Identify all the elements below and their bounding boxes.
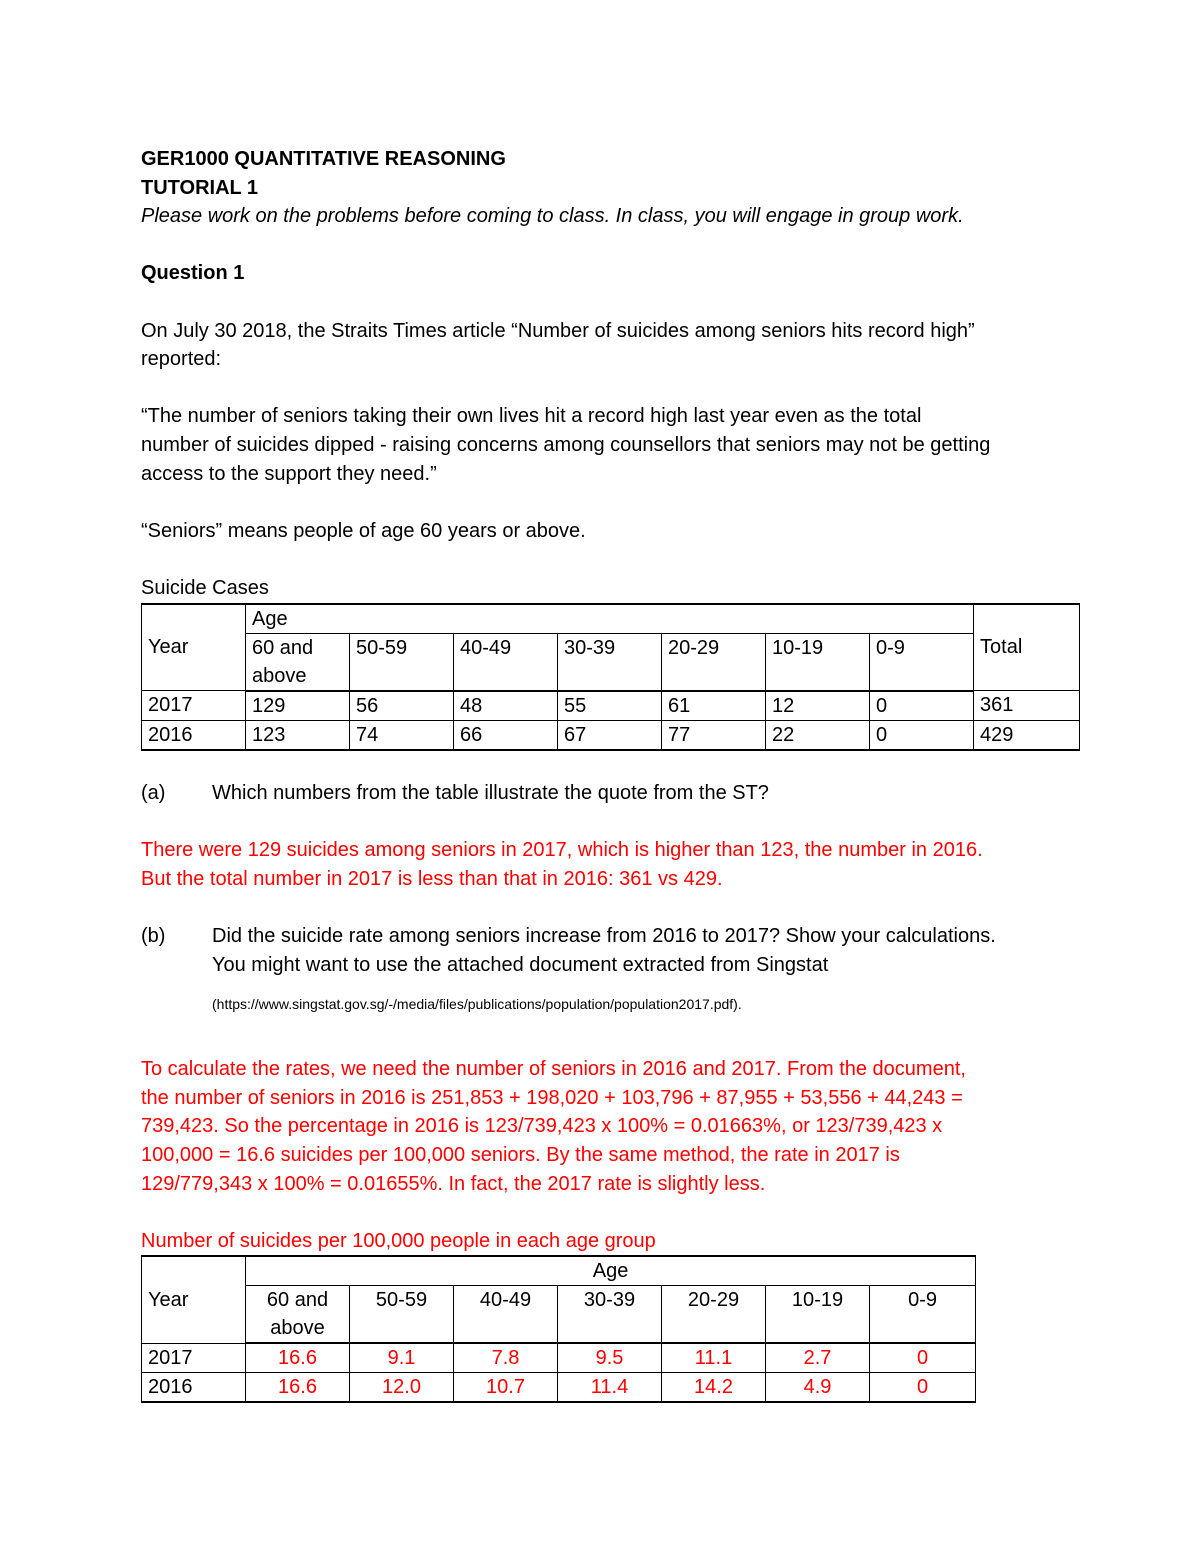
source-url: (https://www.singstat.gov.sg/-/media/files/publications/population/population2017.pdf). (212, 996, 742, 1013)
year-cell: 2016 (142, 1373, 246, 1403)
rate-cell: 14.2 (662, 1373, 766, 1403)
age-group-header: 40-49 (454, 633, 558, 691)
rate-cell: 16.6 (246, 1343, 350, 1373)
age-group-header: 20-29 (662, 1286, 766, 1344)
year-header: Year (142, 1256, 246, 1343)
value-cell: 123 (246, 720, 350, 750)
value-cell: 12 (766, 691, 870, 721)
rate-cell: 9.1 (350, 1343, 454, 1373)
value-cell: 129 (246, 691, 350, 721)
part-a-answer-line-1: There were 129 suicides among seniors in 2017, which is higher than 123, the number in 2016. (141, 839, 983, 862)
age-group-header: 0-9 (870, 633, 974, 691)
age-group-header: 30-39 (558, 1286, 662, 1344)
age-header: Age (246, 604, 974, 634)
table-row (142, 1343, 976, 1373)
age-group-header: 30-39 (558, 633, 662, 691)
part-b-answer-line-5: 129/779,343 x 100% = 0.01655%. In fact, the 2017 rate is slightly less. (141, 1172, 766, 1195)
age-header: Age (246, 1256, 976, 1286)
total-cell: 429 (974, 720, 1080, 750)
year-header: Year (142, 604, 246, 691)
part-a-label: (a) (141, 782, 166, 805)
total-cell: 361 (974, 691, 1080, 721)
rate-cell: 10.7 (454, 1373, 558, 1403)
quote-line-3: access to the support they need.” (141, 462, 437, 485)
value-cell: 56 (350, 691, 454, 721)
part-b (141, 922, 1071, 1015)
part-a-answer-line-2: But the total number in 2017 is less than that in 2016: 361 vs 429. (141, 867, 723, 890)
quote-line-2: number of suicides dipped - raising concerns among counsellors that seniors may not be getting (141, 433, 991, 456)
age-group-header: 40-49 (454, 1286, 558, 1344)
value-cell: 22 (766, 720, 870, 750)
table2-caption: Number of suicides per 100,000 people in each age group (141, 1229, 656, 1252)
part-b-question-line-2: You might want to use the attached document extracted from Singstat (212, 953, 829, 976)
table-row (142, 691, 1080, 721)
part-a-question: Which numbers from the table illustrate the quote from the ST? (212, 782, 769, 805)
value-cell: 74 (350, 720, 454, 750)
value-cell: 0 (870, 691, 974, 721)
tutorial-title: TUTORIAL 1 (141, 176, 259, 199)
age-group-header: 20-29 (662, 633, 766, 691)
part-a (141, 779, 1071, 808)
age-group-header: 0-9 (870, 1286, 976, 1344)
suicide-cases-table (141, 603, 1080, 751)
part-b-answer-line-1: To calculate the rates, we need the number of seniors in 2016 and 2017. From the document, (141, 1058, 966, 1081)
value-cell: 61 (662, 691, 766, 721)
age-group-header: 10-19 (766, 1286, 870, 1344)
year-cell: 2016 (142, 720, 246, 750)
rate-cell: 0 (870, 1343, 976, 1373)
age-group-header: 50-59 (350, 633, 454, 691)
rate-cell: 16.6 (246, 1373, 350, 1403)
question-title: Question 1 (141, 262, 245, 285)
age-group-header: 60 and above (246, 633, 350, 691)
rate-cell: 2.7 (766, 1343, 870, 1373)
rate-cell: 0 (870, 1373, 976, 1403)
age-group-header: 50-59 (350, 1286, 454, 1344)
intro-line-2: reported: (141, 348, 222, 371)
suicide-rate-table (141, 1255, 976, 1403)
part-b-question-line-1: Did the suicide rate among seniors increase from 2016 to 2017? Show your calculations. (212, 925, 996, 948)
intro-line-1: On July 30 2018, the Straits Times article “Number of suicides among seniors hits record high” (141, 319, 975, 342)
table-row (142, 720, 1080, 750)
age-group-header: 10-19 (766, 633, 870, 691)
rate-cell: 7.8 (454, 1343, 558, 1373)
value-cell: 66 (454, 720, 558, 750)
value-cell: 0 (870, 720, 974, 750)
value-cell: 77 (662, 720, 766, 750)
part-b-answer-line-4: 100,000 = 16.6 suicides per 100,000 seniors. By the same method, the rate in 2017 is (141, 1144, 900, 1167)
document-page (141, 145, 1071, 1403)
year-cell: 2017 (142, 1343, 246, 1373)
rate-cell: 11.4 (558, 1373, 662, 1403)
value-cell: 67 (558, 720, 662, 750)
table1-caption: Suicide Cases (141, 576, 269, 599)
part-b-answer-line-2: the number of seniors in 2016 is 251,853 + 198,020 + 103,796 + 87,955 + 53,556 + 44,243 = (141, 1086, 963, 1109)
quote-line-1: “The number of seniors taking their own lives hit a record high last year even as the total (141, 405, 922, 428)
seniors-definition: “Seniors” means people of age 60 years or above. (141, 519, 586, 542)
course-title: GER1000 QUANTITATIVE REASONING (141, 148, 506, 170)
value-cell: 48 (454, 691, 558, 721)
rate-cell: 12.0 (350, 1373, 454, 1403)
rate-cell: 9.5 (558, 1343, 662, 1373)
instructions: Please work on the problems before coming to class. In class, you will engage in group work. (141, 205, 964, 228)
part-b-answer-line-3: 739,423. So the percentage in 2016 is 123/739,423 x 100% = 0.01663%, or 123/739,423 x (141, 1115, 943, 1138)
rate-cell: 4.9 (766, 1373, 870, 1403)
part-b-label: (b) (141, 925, 166, 948)
table-row (142, 1373, 976, 1403)
value-cell: 55 (558, 691, 662, 721)
rate-cell: 11.1 (662, 1343, 766, 1373)
year-cell: 2017 (142, 691, 246, 721)
total-header: Total (974, 604, 1080, 691)
age-group-header: 60 and above (246, 1286, 350, 1344)
